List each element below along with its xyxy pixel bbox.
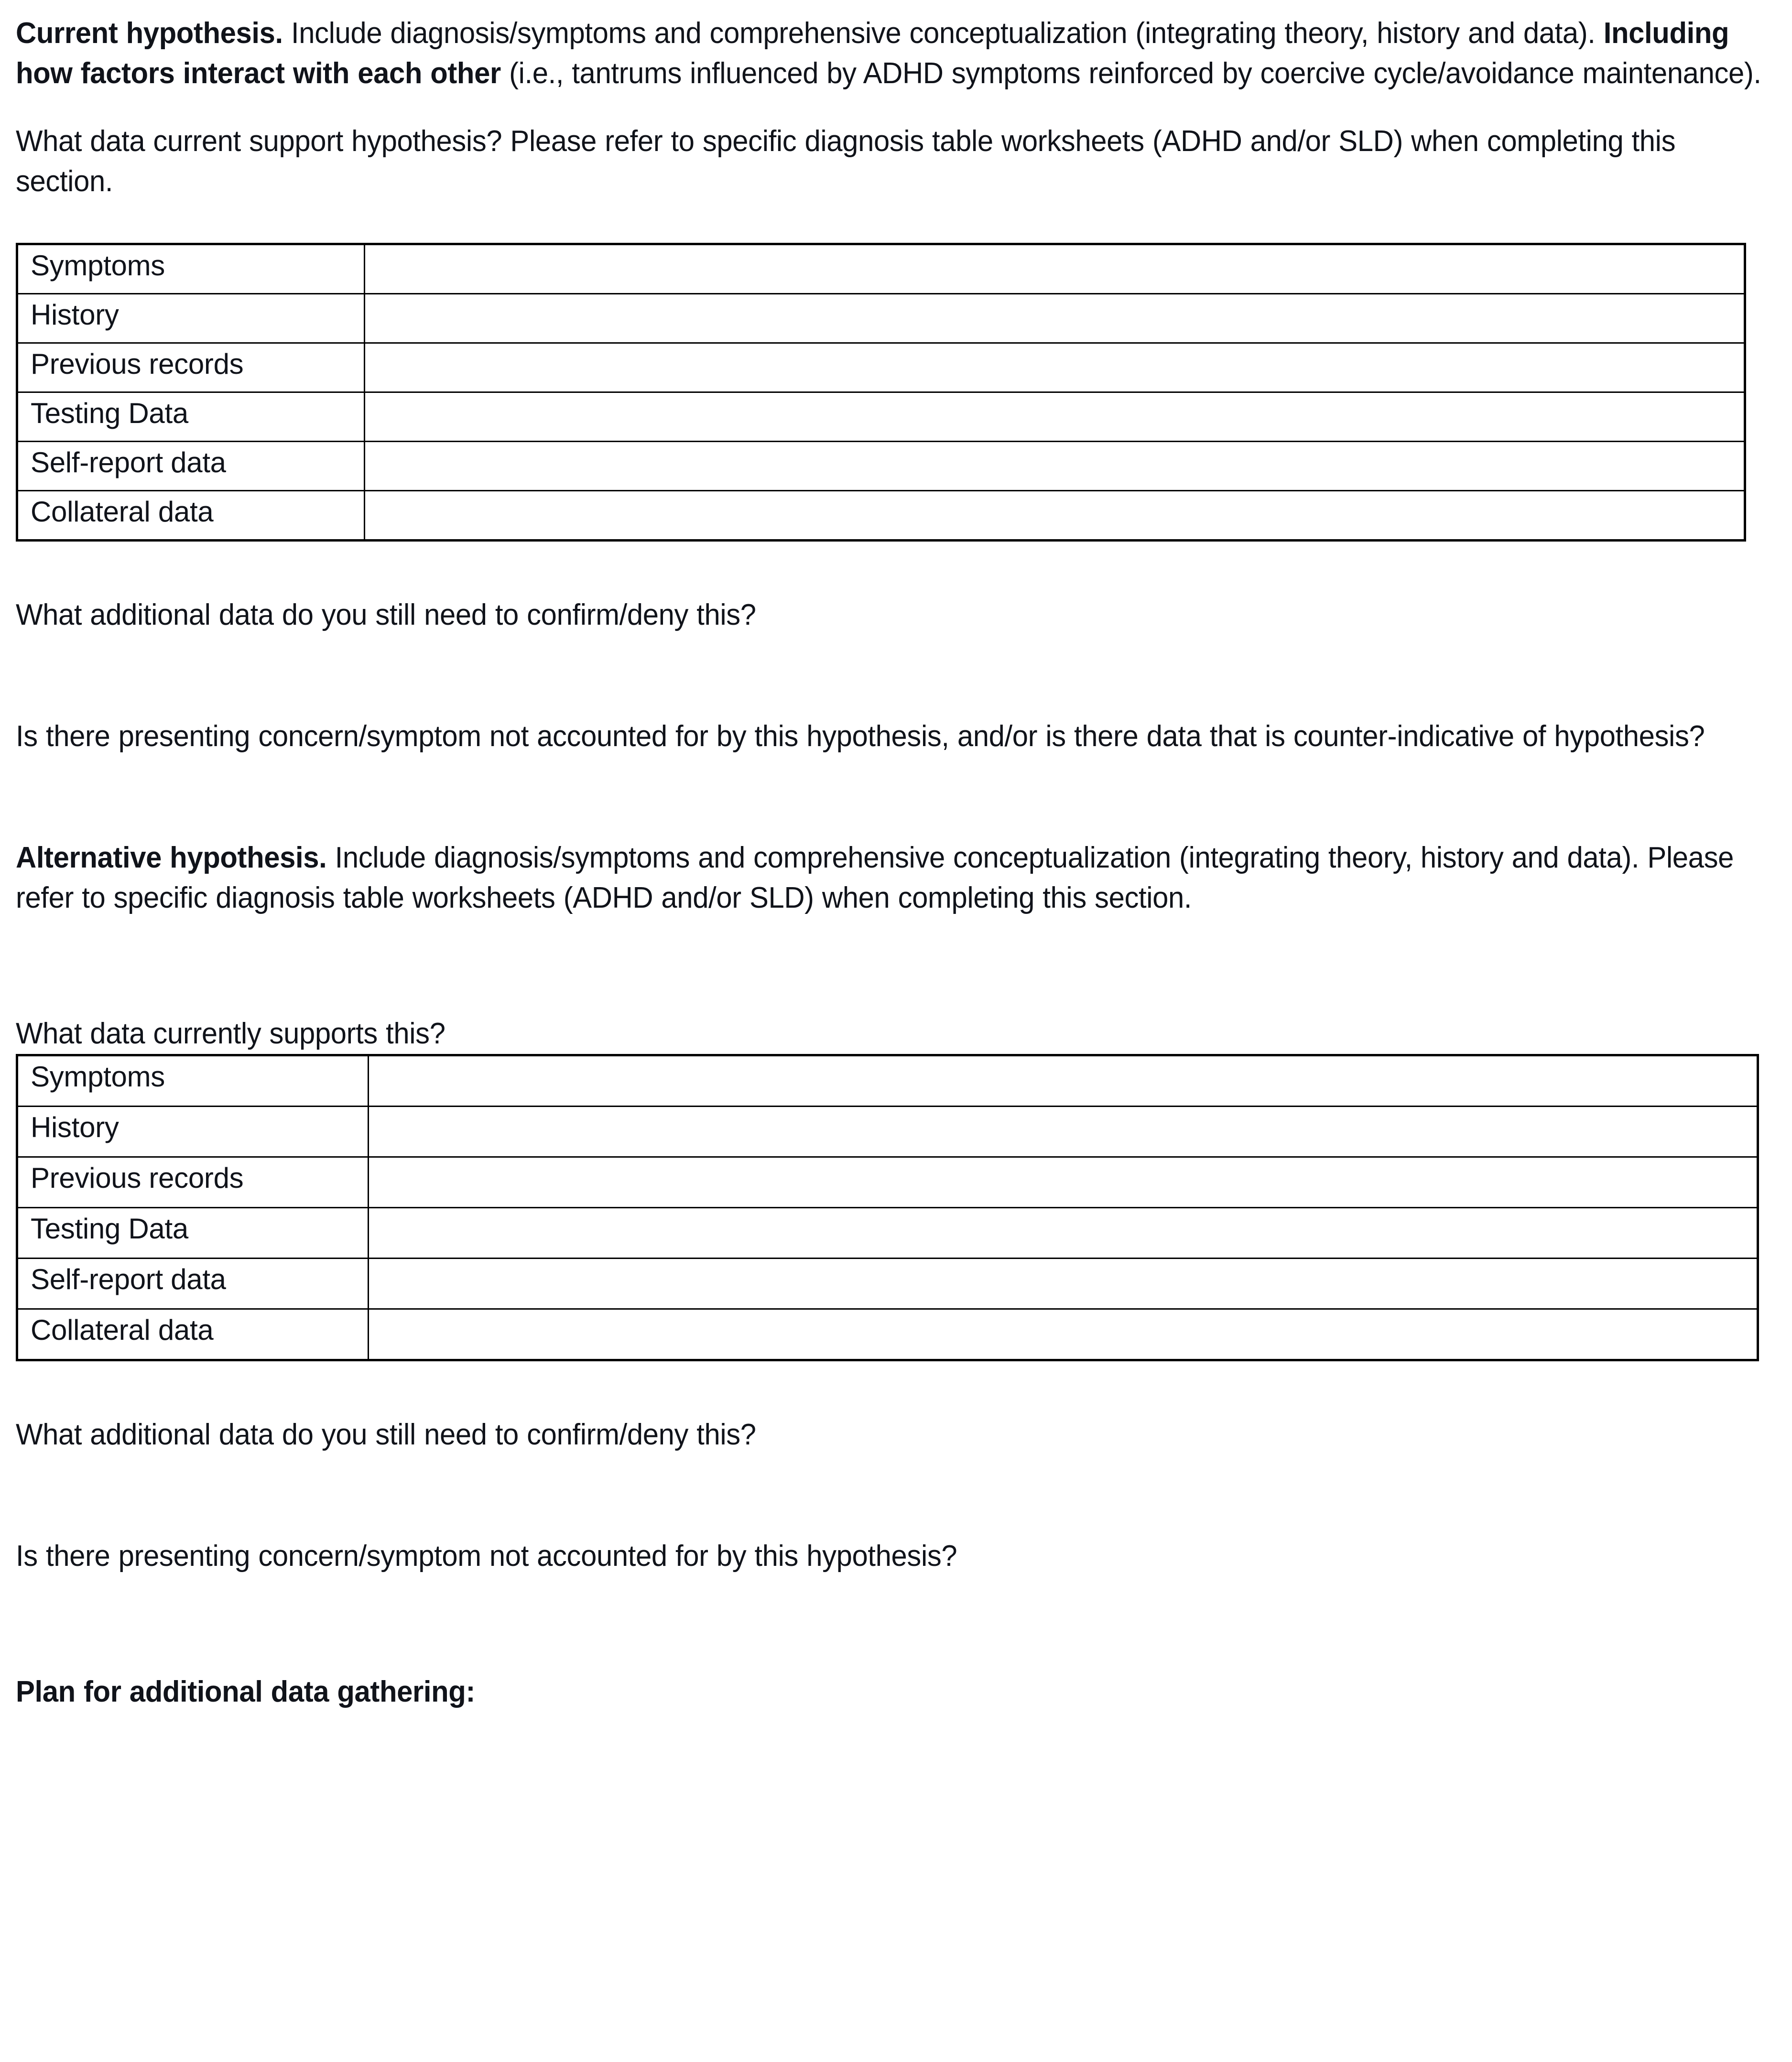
plan-heading: Plan for additional data gathering: xyxy=(16,1675,475,1708)
alternative-additional-data-question: What additional data do you still need to confirm/deny this? xyxy=(16,1418,756,1451)
table-two-value-self-report-data[interactable] xyxy=(369,1259,1758,1309)
table-row xyxy=(17,491,1745,541)
spacer-answer-area-three xyxy=(16,1455,1765,1536)
current-hypothesis-intro-part2: (i.e., tantrums influenced by ADHD symptoms reinforced by coercive cycle/avoidance maintenance). xyxy=(500,57,1761,90)
table-one-label-symptoms: Symptoms xyxy=(17,244,365,294)
table-two-value-previous-records[interactable] xyxy=(369,1157,1758,1208)
spacer-before-alt-support xyxy=(16,918,1765,1014)
table-two-label-testing-data: Testing Data xyxy=(17,1208,369,1259)
table-two-label-history: History xyxy=(17,1107,369,1157)
alternative-hypothesis-lead: Alternative hypothesis. xyxy=(16,841,327,874)
table-row xyxy=(17,1055,1758,1107)
table-two-label-collateral-data: Collateral data xyxy=(17,1309,369,1360)
current-additional-data-question: What additional data do you still need to confirm/deny this? xyxy=(16,598,756,631)
table-one-value-history[interactable] xyxy=(365,294,1745,343)
current-support-question: What data current support hypothesis? Please refer to specific diagnosis table worksheets (ADHD and/or SLD) when completing this section. xyxy=(16,125,1676,198)
table-one-label-testing-data: Testing Data xyxy=(17,392,365,442)
table-two-value-history[interactable] xyxy=(369,1107,1758,1157)
table-row xyxy=(17,392,1745,442)
table-row xyxy=(17,1309,1758,1360)
alternative-hypothesis-data-table xyxy=(16,1054,1759,1361)
alternative-hypothesis-intro: Include diagnosis/symptoms and comprehensive conceptualization (integrating theory, history and data). Please refer to specific diagnosis table worksheets (ADHD and/or SLD) when completing this section. xyxy=(16,841,1734,914)
spacer-answer-area-two xyxy=(16,757,1765,838)
table-one-value-previous-records[interactable] xyxy=(365,343,1745,392)
table-row xyxy=(17,1208,1758,1259)
spacer-after-table-two xyxy=(16,1361,1765,1415)
spacer-answer-area-one xyxy=(16,635,1765,716)
table-two-label-previous-records: Previous records xyxy=(17,1157,369,1208)
table-row xyxy=(17,442,1745,491)
table-one-value-symptoms[interactable] xyxy=(365,244,1745,294)
table-one-value-self-report-data[interactable] xyxy=(365,442,1745,491)
alternative-hypothesis-paragraph xyxy=(16,838,1764,918)
table-two-label-self-report-data: Self-report data xyxy=(17,1259,369,1309)
current-hypothesis-intro-bold-mid: Including how factors interact with each other xyxy=(16,17,1729,90)
table-one-value-collateral-data[interactable] xyxy=(365,491,1745,541)
current-counter-question: Is there presenting concern/symptom not accounted for by this hypothesis, and/or is there data that is counter-indicative of hypothesis? xyxy=(16,720,1705,753)
table-one-label-self-report-data: Self-report data xyxy=(17,442,365,491)
table-one-label-previous-records: Previous records xyxy=(17,343,365,392)
table-two-label-symptoms: Symptoms xyxy=(17,1055,369,1107)
current-hypothesis-data-table xyxy=(16,243,1746,542)
current-hypothesis-paragraph xyxy=(16,13,1764,94)
table-row xyxy=(17,1107,1758,1157)
table-row xyxy=(17,343,1745,392)
table-row xyxy=(17,294,1745,343)
table-two-value-symptoms[interactable] xyxy=(369,1055,1758,1107)
spacer-after-intro xyxy=(16,94,1765,121)
document-body xyxy=(16,0,1765,1712)
spacer-before-table-one xyxy=(16,202,1765,243)
alternative-counter-question: Is there presenting concern/symptom not accounted for by this hypothesis? xyxy=(16,1540,957,1573)
table-two-value-testing-data[interactable] xyxy=(369,1208,1758,1259)
table-two-value-collateral-data[interactable] xyxy=(369,1309,1758,1360)
table-row xyxy=(17,1259,1758,1309)
table-one-value-testing-data[interactable] xyxy=(365,392,1745,442)
spacer-after-table-one xyxy=(16,542,1765,595)
table-row xyxy=(17,244,1745,294)
table-one-label-collateral-data: Collateral data xyxy=(17,491,365,541)
table-row xyxy=(17,1157,1758,1208)
spacer-answer-area-four xyxy=(16,1576,1765,1672)
alternative-support-question: What data currently supports this? xyxy=(16,1017,445,1050)
top-spacer xyxy=(16,0,1765,13)
table-one-label-history: History xyxy=(17,294,365,343)
current-hypothesis-intro-part1: Include diagnosis/symptoms and comprehensive conceptualization (integrating theory, history and data). xyxy=(282,17,1604,50)
current-hypothesis-lead: Current hypothesis. xyxy=(16,17,283,50)
